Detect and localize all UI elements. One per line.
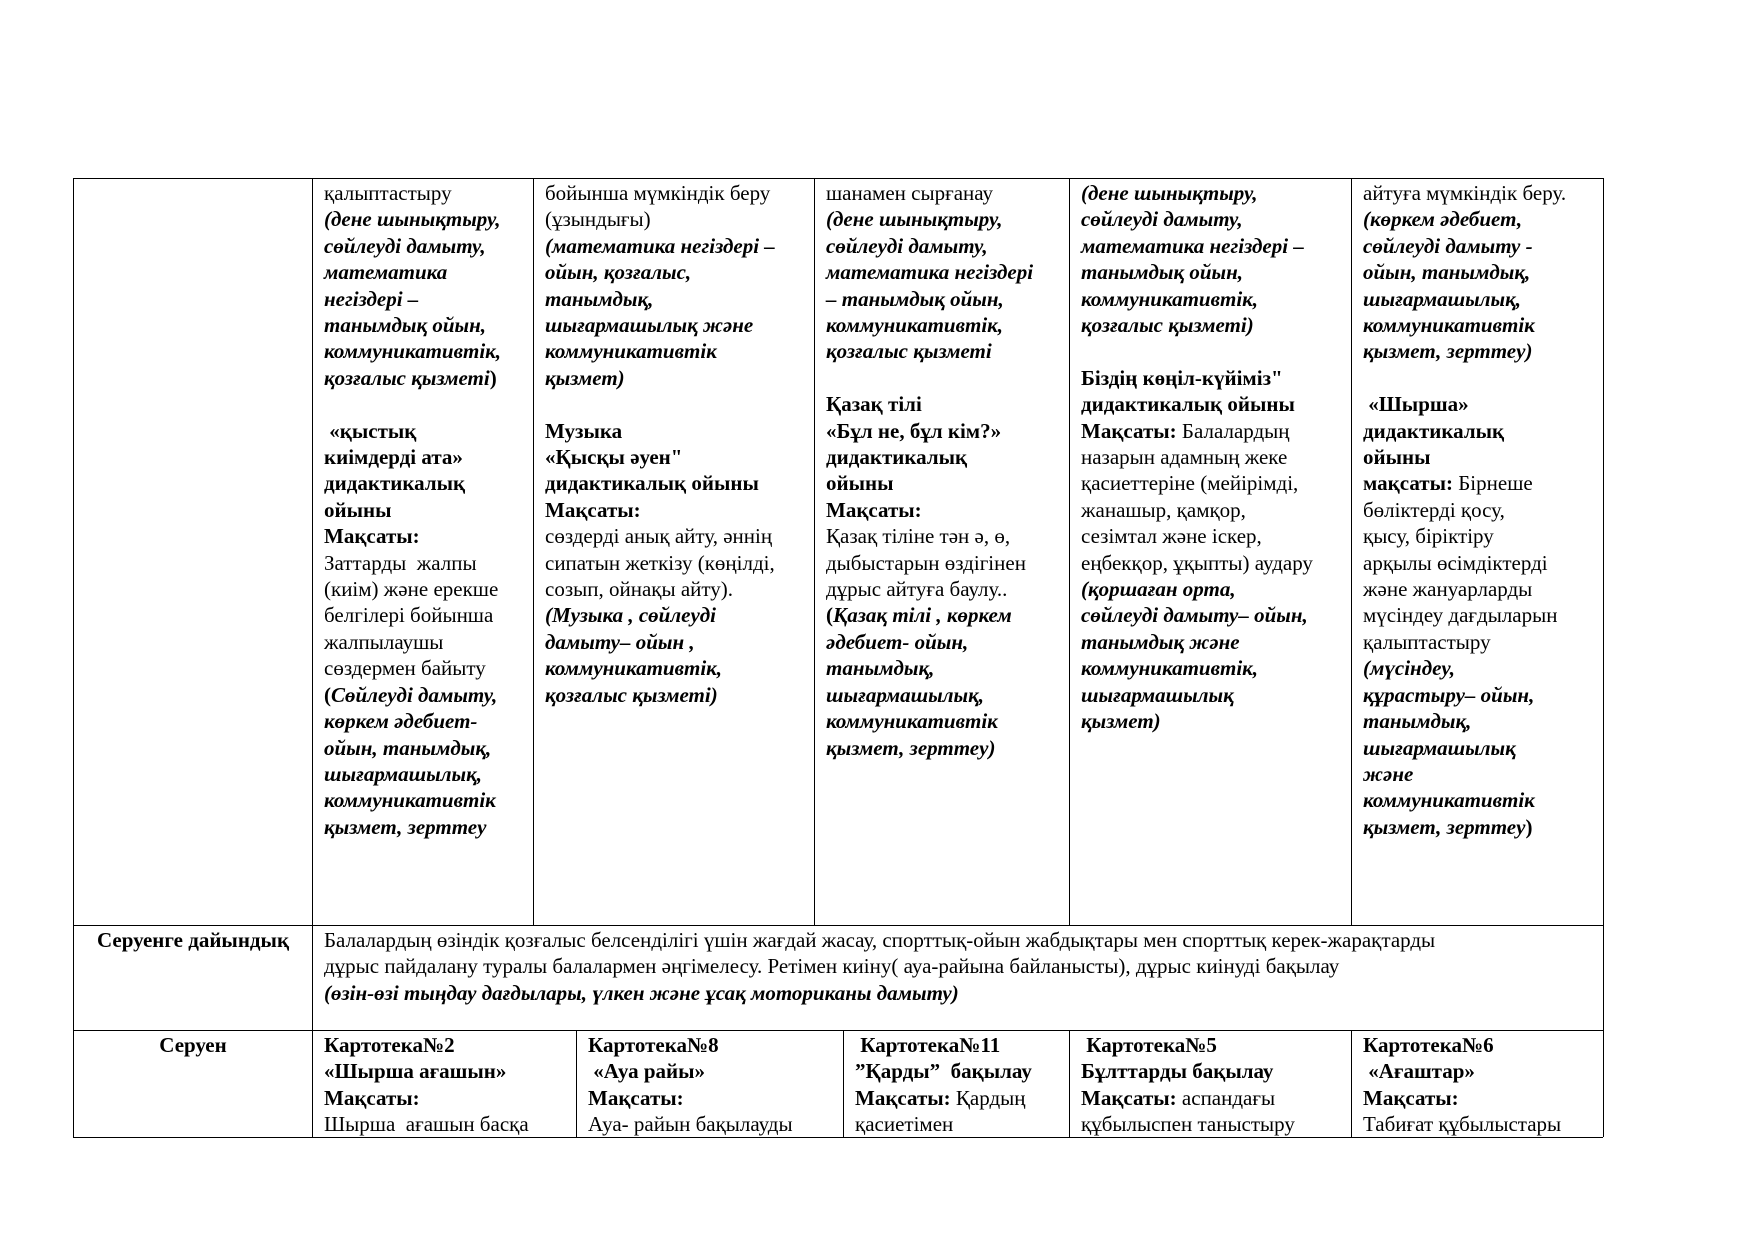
game-title: «Шырша» [1363, 392, 1469, 417]
activity-divider-3 [1069, 178, 1070, 925]
table-border-top [73, 178, 1603, 179]
walk-card-1: Картотека№2 «Шырша ағашын» Мақсаты: Шырша ағашын басқа [324, 1033, 529, 1137]
goal-label: Мақсаты: [324, 524, 420, 549]
label-column-divider [312, 178, 313, 1137]
goal-label: Мақсаты: [1081, 418, 1177, 443]
walk-card-2: Картотека№8 «Ауа райы» Мақсаты: Ауа- райын бақылауды [588, 1033, 793, 1137]
walk-card-5: Картотека№6 «Ағаштар» Мақсаты: Табиғат құбылыстары [1363, 1033, 1562, 1137]
walk-card-3: Картотека№11 ”Қарды” бақылау Мақсаты: Қардың қасиетімен [855, 1033, 1032, 1137]
table-border-row2 [73, 1030, 1603, 1031]
game-title: Біздің көңіл-күйіміз" [1081, 365, 1283, 390]
subject-title: Музыка [545, 418, 623, 443]
goal-label: Мақсаты: [545, 497, 641, 522]
walk-divider-4 [1351, 1030, 1352, 1137]
table-border-row1 [73, 925, 1603, 926]
card-title: Картотека№8 [588, 1033, 719, 1057]
game-title: «Қысқы әуен" [545, 445, 683, 470]
activity-divider-4 [1351, 178, 1352, 925]
walk-prep-label: Серуенге дайындық [96, 928, 290, 952]
table-border-left [73, 178, 74, 1137]
walk-divider-3 [1069, 1030, 1070, 1137]
card-title: Картотека№5 [1081, 1033, 1217, 1057]
goal-label: мақсаты: [1363, 471, 1453, 496]
activity-cell-1: қалыптастыру (дене шынықтыру, сөйлеуді дамыту, математика негіздері – танымдық ойын, коммуникативтік, қозғалыс қызметі) «қыстық киімдерді ата» дидактикалық ойыны Мақсаты: Заттарды жалпы (киім) және ерекше белгілері бойынша жалпылаушы сөздермен байыту (Сөйлеуді дамыту, көркем әдебиет- ойын, танымдық, шығармашылық, коммуникативтік қызмет, зерттеу [324, 181, 502, 839]
activity-cell-5: айтуға мүмкіндік беру. (көркем әдебиет, сөйлеуді дамыту - ойын, танымдық, шығармашылық, коммуникативтік қызмет, зерттеу) «Шырша» дидактикалық ойыны мақсаты: Бірнеше бөліктерді қосу, қысу, біріктіру арқылы өсімдіктерді және жануарларды мүсіндеу дағдыларын қалыптастыру (мүсіндеу, құрастыру– ойын, танымдық, шығармашылық және коммуникативтік қызмет, зерттеу) [1363, 181, 1567, 839]
game-title: «Бұл не, бұл кім?» [826, 418, 1002, 443]
activity-cell-4: (дене шынықтыру, сөйлеуді дамыту, математика негіздері – танымдық ойын, коммуникативтік, қозғалыс қызметі) Біздің көңіл-күйіміз" дидактикалық ойыны Мақсаты: Балалардың назарын адамның жеке қасиеттеріне (мейірімді, жанашыр, қамқор, сезімтал және іскер, еңбекқор, ұқыпты) аудару (қоршаған орта, сөйлеуді дамыту– ойын, танымдық және коммуникативтік, шығармашылық қызмет) [1081, 181, 1313, 734]
walk-prep-content: Балалардың өзіндік қозғалыс белсенділігі үшін жағдай жасау, спорттық-ойын жабдықтары мен спорттық керек-жарақтарды дұрыс пайдалану туралы балалармен әңгімелесу. Ретімен киіну( ауа-райына байланысты), дұрыс киінуді бақылау (өзін-өзі тыңдау дағдылары, үлкен және ұсақ моториканы дамыту) [324, 928, 1436, 1005]
card-title: Картотека№2 [324, 1033, 455, 1057]
card-title: Картотека№6 [1363, 1033, 1494, 1057]
activity-cell-2: бойынша мүмкіндік беру (ұзындығы) (математика негіздері – ойын, қозғалыс, танымдық, шығармашылық және коммуникативтік қызмет) Музыка «Қысқы әуен" дидактикалық ойыны Мақсаты: сөздерді анық айту, әннің сипатын жеткізу (көңілді, созып, ойнақы айту). (Музыка , сөйлеуді дамыту– ойын , коммуникативтік, қозғалыс қызметі) [545, 181, 775, 707]
game-title: «қыстық [324, 418, 417, 443]
walk-card-4: Картотека№5 Бұлттарды бақылау Мақсаты: аспандағы құбылыспен таныстыру [1081, 1033, 1295, 1137]
card-title: Картотека№11 [855, 1033, 1001, 1057]
walk-divider-1 [576, 1030, 577, 1137]
walk-divider-2 [843, 1030, 844, 1137]
goal-label: Мақсаты: [826, 497, 922, 522]
subject-title: Қазақ тілі [826, 392, 922, 417]
table-border-right [1603, 178, 1604, 1137]
walk-label: Серуен [159, 1033, 227, 1057]
activity-divider-2 [814, 178, 815, 925]
activity-cell-3: шанамен сырғанау (дене шынықтыру, сөйлеуді дамыту, математика негіздері – танымдық ойын, коммуникативтік, қозғалыс қызметі Қазақ тілі «Бұл не, бұл кім?» дидактикалық ойыны Мақсаты: Қазақ тіліне тән ә, ө, дыбыстарын өздігінен дұрыс айтуға баулу.. (Қазақ тілі , көркем әдебиет- ойын, танымдық, шығармашылық, коммуникативтік қызмет, зерттеу) [826, 181, 1034, 760]
activity-divider-1 [533, 178, 534, 925]
